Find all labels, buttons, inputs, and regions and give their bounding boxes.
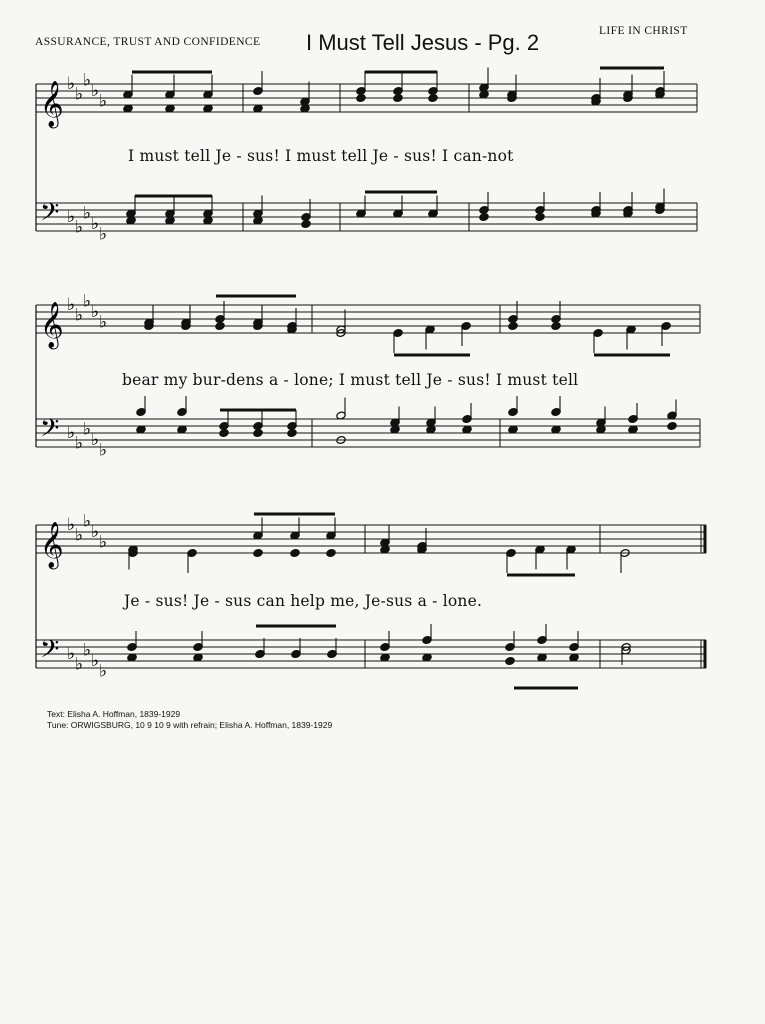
flat-icon: ♭	[99, 532, 108, 553]
flat-icon: ♭	[75, 525, 84, 546]
treble-clef-icon: 𝄞	[40, 302, 64, 348]
flat-icon: ♭	[75, 84, 84, 105]
notehead	[301, 220, 311, 229]
flat-icon: ♭	[91, 651, 100, 671]
notehead	[253, 429, 263, 438]
notehead	[393, 94, 403, 103]
flat-icon: ♭	[75, 654, 84, 675]
flat-icon: ♭	[75, 217, 84, 238]
treble-clef-icon: 𝄞	[40, 522, 64, 568]
notehead	[290, 549, 300, 558]
flat-icon: ♭	[83, 291, 92, 312]
treble-staff	[36, 512, 706, 571]
flat-icon: ♭	[91, 430, 100, 450]
flat-icon: ♭	[83, 511, 92, 532]
flat-icon: ♭	[67, 295, 76, 315]
lyrics-line-1: I must tell Je - sus! I must tell Je - sus! I can-not	[128, 147, 514, 165]
flat-icon: ♭	[91, 214, 100, 234]
lyrics-line-2: bear my bur-dens a - lone; I must tell Je - sus! I must tell	[122, 371, 579, 389]
notehead	[219, 429, 229, 438]
notehead	[253, 549, 263, 558]
flat-icon: ♭	[83, 419, 92, 440]
bass-clef-icon: 𝄢	[40, 635, 60, 670]
notehead	[479, 213, 489, 222]
flat-icon: ♭	[67, 644, 76, 664]
flat-icon: ♭	[75, 433, 84, 454]
flat-icon: ♭	[99, 91, 108, 112]
flat-icon: ♭	[83, 640, 92, 661]
flat-icon: ♭	[83, 203, 92, 224]
flat-icon: ♭	[99, 661, 108, 682]
notehead	[215, 322, 225, 331]
notehead	[551, 322, 561, 331]
flat-icon: ♭	[75, 305, 84, 326]
flat-icon: ♭	[67, 74, 76, 94]
notehead	[327, 650, 337, 659]
notehead	[255, 650, 265, 659]
flat-icon: ♭	[83, 70, 92, 91]
notehead	[505, 657, 515, 666]
page-title: I Must Tell Jesus - Pg. 2	[306, 30, 540, 55]
section-label: ASSURANCE, TRUST AND CONFIDENCE	[35, 36, 261, 48]
flat-icon: ♭	[67, 423, 76, 443]
flat-icon: ♭	[67, 515, 76, 535]
text-credit: Text: Elisha A. Hoffman, 1839-1929	[47, 709, 181, 719]
lyrics-line-3: Je - sus! Je - sus can help me, Je-sus a - lone.	[124, 592, 483, 610]
flat-icon: ♭	[91, 81, 100, 101]
notehead	[428, 94, 438, 103]
notehead	[535, 213, 545, 222]
notehead	[356, 94, 366, 103]
category-label: LIFE IN CHRIST	[599, 25, 688, 37]
flat-icon: ♭	[67, 207, 76, 227]
treble-clef-icon: 𝄞	[40, 81, 64, 127]
flat-icon: ♭	[99, 224, 108, 245]
notehead	[508, 322, 518, 331]
flat-icon: ♭	[91, 302, 100, 322]
notehead	[667, 422, 677, 431]
tune-credit: Tune: ORWIGSBURG, 10 9 10 9 with refrain; Elisha A. Hoffman, 1839-1929	[47, 720, 333, 730]
notehead	[326, 549, 336, 558]
notehead	[287, 429, 297, 438]
bass-clef-icon: 𝄢	[40, 198, 60, 233]
flat-icon: ♭	[99, 312, 108, 333]
flat-icon: ♭	[91, 522, 100, 542]
bass-clef-icon: 𝄢	[40, 414, 60, 449]
notehead	[291, 650, 301, 659]
treble-staff	[36, 292, 700, 351]
flat-icon: ♭	[99, 440, 108, 461]
